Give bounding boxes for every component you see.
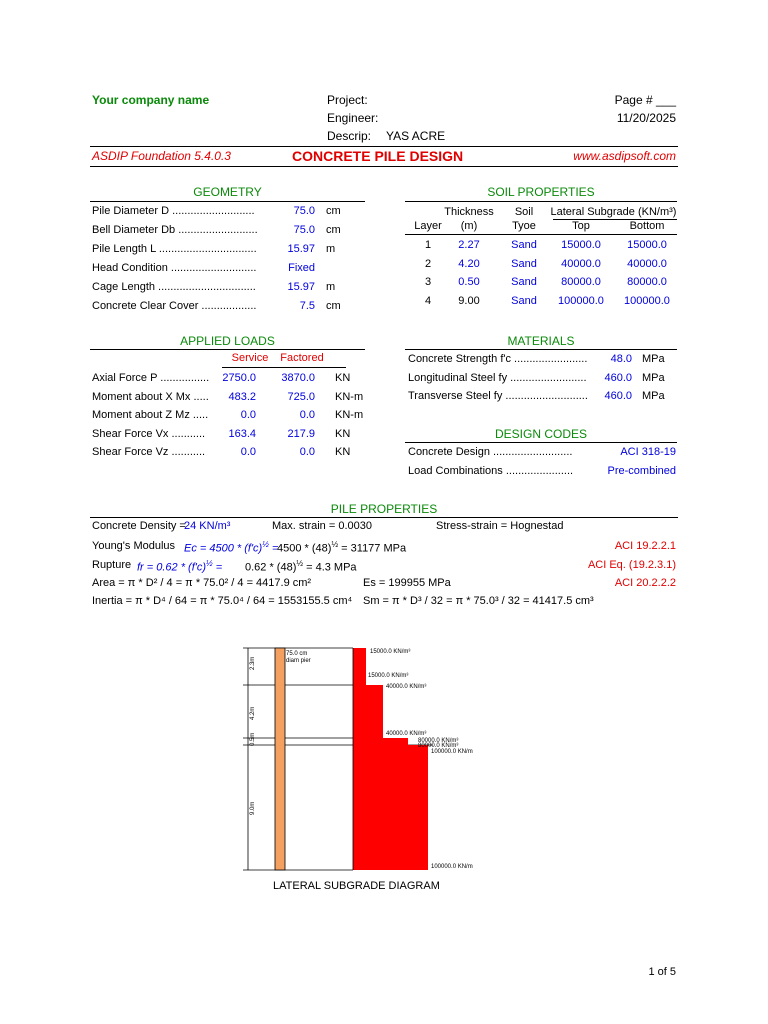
diagram-caption: LATERAL SUBGRADE DIAGRAM [273,880,440,892]
k-label-7: 100000.0 KN/m [431,749,473,755]
load-row-unit: KN-m [335,390,364,403]
soil-row-thickness: 2.27 [458,239,480,251]
youngs-formula: $Ec = 4500 * (f'c)^{\frac{1}{2}}$ = [184,540,279,555]
subgrade-layer-1 [353,648,366,685]
material-row-unit: MPa [642,371,665,384]
load-row-label: Shear Force Vz ........... [92,446,206,458]
k-label-2: 15000.0 KN/m³ [368,673,409,679]
material-row-value: 48.0 [610,353,632,365]
geometry-row-unit: m [326,243,336,255]
k-label-6: 80000.0 KN/m³ [418,743,459,749]
soil-row-thickness: 0.50 [458,276,480,288]
area-calc: Area = π * D² / 4 = π * 75.0² / 4 = 4417.9 cm² [92,577,312,589]
rupture-label: Rupture [92,559,132,571]
load-row-service: 0.0 [240,446,256,458]
engineer-label: Engineer: [327,111,379,125]
geometry-row-unit: cm [326,300,341,312]
date: 11/20/2025 [616,111,676,125]
geometry-row-value: 7.5 [299,300,315,312]
page-number: Page # ___ [614,93,676,107]
load-row-service: 0.0 [240,409,256,421]
loads-rule [90,349,365,350]
density-value: 24 KN/m³ [184,520,231,532]
load-row-label: Shear Force Vx ........... [92,427,206,440]
program-name: ASDIP Foundation 5.4.0.3 [92,149,231,163]
soil-row-top: 100000.0 [558,294,604,307]
load-row-unit: KN [335,446,351,458]
header-top-rule [90,146,678,147]
descrip-label: Descrip: [327,129,372,143]
load-row-service: 483.2 [228,390,256,403]
soil-col-thickness-unit: (m) [460,220,478,232]
subgrade-layer-3 [353,738,408,745]
pile-label-2: diam pier [286,658,311,664]
load-row-label: Axial Force P ................ [92,372,210,384]
soil-col-layer: Layer [414,220,442,232]
material-row-label: Longitudinal Steel fy ......................... [408,371,587,384]
soil-row-type: Sand [511,239,537,251]
es-value: Es = 199955 MPa [363,577,451,589]
material-row-unit: MPa [642,390,665,402]
soil-row-top: 15000.0 [561,239,601,251]
pile-props-title: PILE PROPERTIES [330,502,438,516]
code-row-label: Load Combinations ...................... [408,465,574,477]
load-row-unit: KN [335,372,351,384]
page-footer: 1 of 5 [648,966,676,978]
material-row-label: Transverse Steel fy ........................... [408,390,588,402]
geometry-row-label: Pile Diameter D ........................... [92,205,255,217]
dim-label-1: 2.3m [250,656,256,670]
load-row-service: 163.4 [228,427,256,440]
k-label-3: 40000.0 KN/m³ [386,684,427,690]
soil-row-layer: 4 [424,294,432,307]
soil-row-layer: 2 [424,257,432,270]
dim-label-2: 4.2m [250,706,256,720]
k-label-5: 80000.0 KN/m³ [418,738,459,744]
code-row-value: ACI 318-19 [620,446,676,458]
soil-row-thickness: 4.20 [458,257,480,270]
geometry-row-label: Concrete Clear Cover .................. [92,300,257,312]
loads-title: APPLIED LOADS [180,334,275,348]
soil-row-type: Sand [511,257,537,270]
soil-row-bottom: 100000.0 [624,294,670,307]
company-name: Your company name [92,93,210,107]
geometry-row-value: Fixed [288,262,315,274]
soil-rule [405,201,677,202]
geometry-row-unit: cm [326,224,341,236]
youngs-label: Young's Modulus [92,540,176,552]
load-row-factored: 217.9 [287,427,315,440]
website: www.asdipsoft.com [573,149,676,163]
dim-label-3: 0.5m [250,732,256,746]
soil-row-top: 40000.0 [561,257,601,270]
soil-row-bottom: 80000.0 [627,276,667,288]
soil-col-subgrade: Lateral Subgrade (KN/m³) [550,206,677,218]
load-row-factored: 3870.0 [281,372,315,384]
material-row-label: Concrete Strength f'c ........................ [408,353,588,365]
page-title: CONCRETE PILE DESIGN [292,148,464,164]
loads-header-rule [222,367,346,368]
load-row-service: 2750.0 [222,372,256,384]
pile-shaft [275,648,285,870]
soil-row-type: Sand [511,294,537,307]
youngs-calc: $4500 * (48)^{\frac{1}{2}} = 31177$ MPa [277,540,407,555]
project-label: Project: [327,93,368,107]
density-label: Concrete Density = [92,520,186,532]
subgrade-diagram [238,640,508,880]
sm-calc: Sm = π * D³ / 32 = π * 75.0³ / 32 = 41417.5 cm³ [363,595,594,607]
load-row-label: Moment about Z Mz ..... [92,409,209,421]
stress-strain: Stress-strain = Hognestad [436,520,564,532]
soil-title: SOIL PROPERTIES [487,185,595,199]
load-row-factored: 725.0 [287,390,315,403]
load-row-label: Moment about X Mx ..... [92,390,209,403]
code-row-value: Pre-combined [607,465,676,477]
geometry-row-label: Bell Diameter Db .......................... [92,224,258,236]
material-row-value: 460.0 [604,390,632,402]
load-row-factored: 0.0 [299,446,315,458]
geometry-row-label: Pile Length L ................................ [92,243,257,255]
soil-row-bottom: 40000.0 [627,257,667,270]
k-label-4: 40000.0 KN/m³ [386,731,427,737]
inertia-calc: Inertia = π * D⁴ / 64 = π * 75.0⁴ / 64 = 1553155.5 cm⁴ [92,595,353,607]
load-row-unit: KN [335,427,351,440]
rupture-ref: ACI Eq. (19.2.3.1) [587,559,676,571]
load-row-factored: 0.0 [299,409,315,421]
geometry-row-unit: cm [326,205,341,217]
soil-row-bottom: 15000.0 [627,239,667,251]
soil-col-type: Tyoe [512,220,536,232]
rupture-calc: $0.62 * (48)^{\frac{1}{2}} = 4.3$ MPa [245,559,357,574]
k-label-1: 15000.0 KN/m³ [370,649,411,655]
material-row-value: 460.0 [604,371,632,384]
soil-col-soil: Soil [514,206,534,218]
geometry-row-label: Head Condition ............................ [92,262,257,274]
descrip-value: YAS ACRE [386,129,446,143]
subgrade-layer-2 [353,685,383,738]
geometry-row-value: 15.97 [287,243,315,255]
soil-col-thickness: Thickness [444,206,494,218]
geometry-row-unit: m [326,281,336,293]
max-strain: Max. strain = 0.0030 [272,520,372,532]
youngs-ref: ACI 19.2.2.1 [614,540,676,552]
load-row-unit: KN-m [335,409,364,421]
header-bottom-rule [90,166,678,167]
pile-label-1: 75.0 cm [286,651,308,657]
k-label-8: 100000.0 KN/m [431,864,473,870]
codes-title: DESIGN CODES [494,427,587,441]
geometry-row-value: 75.0 [293,224,315,236]
loads-col-service: Service [231,352,269,364]
geometry-row-value: 15.97 [287,281,315,293]
materials-title: MATERIALS [507,334,575,348]
soil-row-top: 80000.0 [561,276,601,288]
rupture-formula: fr = $0.62 * (f'c)^{\frac{1}{2}}$ = [137,559,223,574]
soil-col-top: Top [572,220,590,232]
material-row-unit: MPa [642,353,665,365]
dim-label-4: 9.0m [250,801,256,815]
pile-props-rule [90,517,678,518]
geometry-row-label: Cage Length ................................ [92,281,256,293]
soil-row-type: Sand [511,276,537,288]
subgrade-layer-4 [353,745,428,870]
soil-col-bottom: Bottom [629,220,665,232]
geometry-title: GEOMETRY [193,185,262,199]
geometry-row-value: 75.0 [293,205,315,217]
soil-header-rule [405,234,677,235]
soil-row-thickness: 9.00 [458,294,480,307]
soil-row-layer: 1 [424,239,432,251]
area-ref: ACI 20.2.2.2 [614,577,676,589]
soil-row-layer: 3 [424,276,432,288]
code-row-label: Concrete Design .......................... [408,446,573,458]
loads-col-factored: Factored [280,352,324,364]
